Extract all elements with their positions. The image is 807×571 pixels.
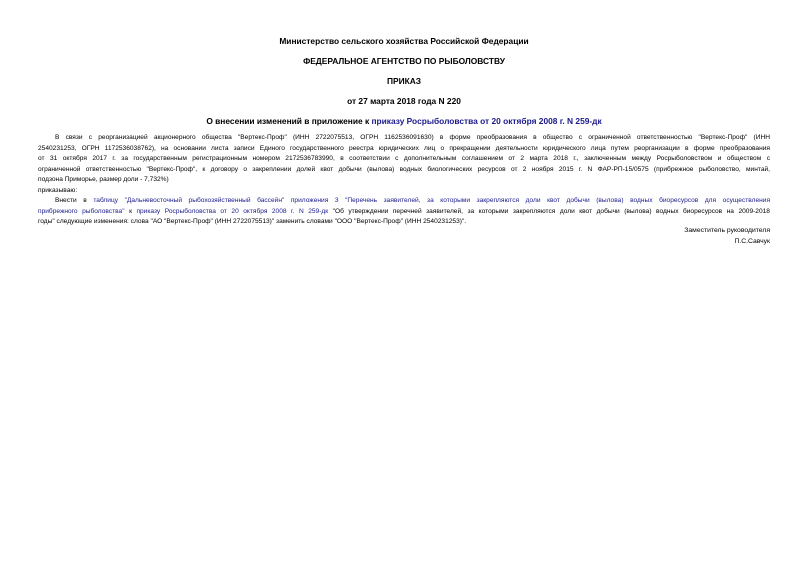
preamble-line: от 31 октября 2017 г. за государственным регистрационным номером 2172536783990, в соответствии с дополнительным соглашением от 2 марта 2018 г., заключенным между Росрыболовством и обществом с [38,155,770,162]
order-line: годы" следующие изменения: слова "АО "Вертекс-Проф" (ИНН 2722075513)" заменить словами "ООО "Вертекс-Проф" (ИНН 2540231253)". [38,218,467,225]
order-word: приказываю: [38,186,78,194]
preamble-line: ограниченной ответственностью "Вертекс-Проф", к договору о закреплении долей квот добычи (вылова) водных биологических ресурсов от 2 ноября 2015 г. N ФАР-РП-15/0575 (прибрежное рыболовство, минтай, [38,165,770,173]
ministry-title: Министерство сельского хозяйства Российской Федерации [279,36,529,46]
order-259-link[interactable]: приказу Росрыболовства от 20 октября 2008 г. N 259-дк [136,207,329,215]
order-line [38,196,770,207]
document-type: ПРИКАЗ [386,76,422,86]
subject-order-link[interactable]: приказу Росрыболовства от 20 октября 2008 г. N 259-дк [371,116,602,126]
preamble-line: подзона Приморье, размер доли - 7,732%) [38,176,169,183]
agency-title: ФЕДЕРАЛЬНОЕ АГЕНТСТВО ПО РЫБОЛОВСТВУ [303,56,505,66]
preamble-line: 2540231253, ОГРН 1172536038762), на основании листа записи Единого государственного реестра юридических лиц о прекращении деятельности юридического лица путем реорганизации в форме преобразования [38,144,770,152]
table-link-continuation[interactable]: прибрежного рыболовства" [38,207,125,215]
order-connector: к [124,207,137,215]
table-link[interactable]: таблицу "Дальневосточный рыбохозяйственный бассейн" приложения 3 "Перечень заявителей, за которыми закрепляются доли квот добычи (вылова) водных биоресурсов для осуществления [93,197,771,204]
preamble-line: В связи с реорганизацией акционерного общества "Вертекс-Проф" (ИНН 2722075513, ОГРН 1162536091630) в форме преобразования в общество с ограниченной ответственностью "Вертекс-Проф" (ИНН [55,134,770,141]
order-title-text: "Об утверждении перечней заявителей, за которыми закрепляются доли квот добычи (вылова) водных биоресурсов на 2009-2018 [328,207,770,215]
document-date-number: от 27 марта 2018 года N 220 [347,96,461,106]
signatory-name: П.С.Савчук [734,238,770,245]
order-paragraph [38,196,770,228]
order-line [38,207,770,218]
subject-prefix: О внесении изменений в приложение к [206,116,372,126]
preamble-paragraph [38,133,770,196]
signatory-title: Заместитель руководителя [684,227,770,234]
order-intro: Внести в [55,197,94,204]
document-subject [38,116,770,126]
